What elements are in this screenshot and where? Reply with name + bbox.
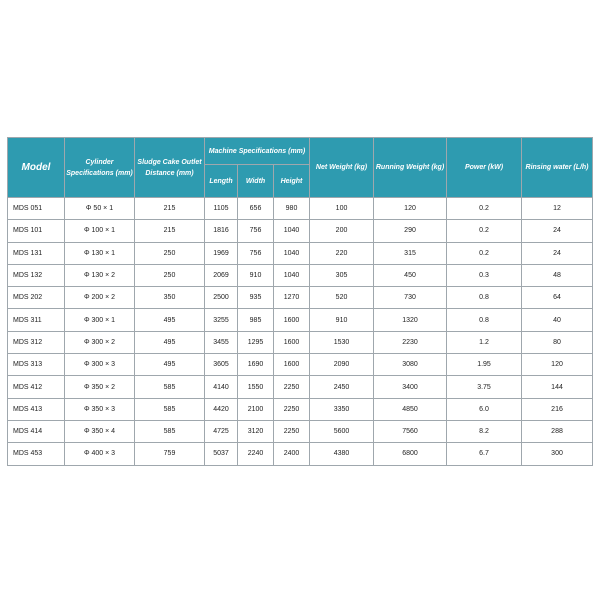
cell-sludge: 250 (135, 264, 205, 286)
cell-model: MDS 412 (8, 376, 65, 398)
cell-net-weight: 2090 (310, 354, 374, 376)
cell-height: 1040 (274, 220, 310, 242)
cell-sludge: 495 (135, 309, 205, 331)
cell-model: MDS 051 (8, 198, 65, 220)
cell-net-weight: 910 (310, 309, 374, 331)
cell-length: 3255 (205, 309, 238, 331)
cell-running-weight: 315 (374, 242, 447, 264)
cell-cylinder: Φ 300 × 3 (65, 354, 135, 376)
cell-model: MDS 202 (8, 287, 65, 309)
cell-rinsing: 80 (522, 331, 593, 353)
cell-net-weight: 200 (310, 220, 374, 242)
cell-running-weight: 4850 (374, 398, 447, 420)
cell-width: 1295 (238, 331, 274, 353)
cell-width: 935 (238, 287, 274, 309)
cell-net-weight: 4380 (310, 443, 374, 465)
table-row (8, 264, 593, 286)
cell-width: 756 (238, 220, 274, 242)
table-row (8, 287, 593, 309)
table-row (8, 331, 593, 353)
cell-width: 1690 (238, 354, 274, 376)
cell-running-weight: 2230 (374, 331, 447, 353)
cell-model: MDS 414 (8, 420, 65, 442)
cell-width: 656 (238, 198, 274, 220)
cell-height: 1270 (274, 287, 310, 309)
cell-running-weight: 6800 (374, 443, 447, 465)
cell-length: 4140 (205, 376, 238, 398)
table-row (8, 420, 593, 442)
cell-net-weight: 100 (310, 198, 374, 220)
cell-net-weight: 305 (310, 264, 374, 286)
header-power: Power (kW) (447, 138, 522, 198)
cell-power: 6.7 (447, 443, 522, 465)
cell-model: MDS 131 (8, 242, 65, 264)
cell-cylinder: Φ 350 × 3 (65, 398, 135, 420)
cell-height: 1040 (274, 242, 310, 264)
cell-sludge: 585 (135, 376, 205, 398)
cell-length: 2069 (205, 264, 238, 286)
cell-power: 8.2 (447, 420, 522, 442)
header-running-weight: Running Weight (kg) (374, 138, 447, 198)
cell-length: 5037 (205, 443, 238, 465)
cell-cylinder: Φ 130 × 2 (65, 264, 135, 286)
cell-height: 2400 (274, 443, 310, 465)
cell-rinsing: 48 (522, 264, 593, 286)
cell-rinsing: 300 (522, 443, 593, 465)
cell-cylinder: Φ 300 × 2 (65, 331, 135, 353)
cell-cylinder: Φ 200 × 2 (65, 287, 135, 309)
table-row (8, 198, 593, 220)
cell-cylinder: Φ 300 × 1 (65, 309, 135, 331)
cell-running-weight: 120 (374, 198, 447, 220)
cell-width: 2100 (238, 398, 274, 420)
cell-power: 3.75 (447, 376, 522, 398)
cell-model: MDS 313 (8, 354, 65, 376)
cell-cylinder: Φ 350 × 2 (65, 376, 135, 398)
cell-running-weight: 3400 (374, 376, 447, 398)
table-row (8, 309, 593, 331)
cell-width: 3120 (238, 420, 274, 442)
table-row (8, 443, 593, 465)
cell-net-weight: 3350 (310, 398, 374, 420)
cell-running-weight: 290 (374, 220, 447, 242)
cell-power: 0.2 (447, 242, 522, 264)
cell-model: MDS 311 (8, 309, 65, 331)
table-row (8, 242, 593, 264)
cell-model: MDS 413 (8, 398, 65, 420)
header-net-weight: Net Weight (kg) (310, 138, 374, 198)
header-machine: Machine Specifications (mm) (205, 138, 310, 165)
cell-height: 1040 (274, 264, 310, 286)
cell-model: MDS 312 (8, 331, 65, 353)
cell-length: 3605 (205, 354, 238, 376)
cell-length: 1816 (205, 220, 238, 242)
cell-model: MDS 453 (8, 443, 65, 465)
cell-width: 985 (238, 309, 274, 331)
cell-height: 1600 (274, 309, 310, 331)
cell-net-weight: 220 (310, 242, 374, 264)
table-row (8, 220, 593, 242)
cell-cylinder: Φ 350 × 4 (65, 420, 135, 442)
cell-cylinder: Φ 50 × 1 (65, 198, 135, 220)
cell-width: 756 (238, 242, 274, 264)
cell-rinsing: 144 (522, 376, 593, 398)
cell-net-weight: 1530 (310, 331, 374, 353)
cell-length: 3455 (205, 331, 238, 353)
cell-power: 1.95 (447, 354, 522, 376)
cell-sludge: 350 (135, 287, 205, 309)
cell-running-weight: 450 (374, 264, 447, 286)
cell-rinsing: 24 (522, 242, 593, 264)
cell-width: 1550 (238, 376, 274, 398)
cell-rinsing: 64 (522, 287, 593, 309)
cell-width: 2240 (238, 443, 274, 465)
cell-height: 1600 (274, 331, 310, 353)
cell-net-weight: 2450 (310, 376, 374, 398)
cell-cylinder: Φ 100 × 1 (65, 220, 135, 242)
cell-running-weight: 1320 (374, 309, 447, 331)
cell-running-weight: 7560 (374, 420, 447, 442)
cell-cylinder: Φ 130 × 1 (65, 242, 135, 264)
header-length: Length (205, 165, 238, 198)
cell-power: 0.2 (447, 198, 522, 220)
cell-rinsing: 120 (522, 354, 593, 376)
cell-power: 0.3 (447, 264, 522, 286)
cell-power: 0.8 (447, 287, 522, 309)
cell-sludge: 215 (135, 198, 205, 220)
cell-length: 1969 (205, 242, 238, 264)
cell-cylinder: Φ 400 × 3 (65, 443, 135, 465)
table-row (8, 354, 593, 376)
header-cylinder: Cylinder Specifications (mm) (65, 138, 135, 198)
header-width: Width (238, 165, 274, 198)
table-row (8, 398, 593, 420)
cell-rinsing: 216 (522, 398, 593, 420)
cell-width: 910 (238, 264, 274, 286)
cell-net-weight: 5600 (310, 420, 374, 442)
cell-power: 0.2 (447, 220, 522, 242)
header-height: Height (274, 165, 310, 198)
cell-running-weight: 3080 (374, 354, 447, 376)
cell-sludge: 250 (135, 242, 205, 264)
cell-length: 1105 (205, 198, 238, 220)
cell-power: 0.8 (447, 309, 522, 331)
cell-running-weight: 730 (374, 287, 447, 309)
cell-height: 980 (274, 198, 310, 220)
header-rinsing: Rinsing water (L/h) (522, 138, 593, 198)
cell-height: 2250 (274, 376, 310, 398)
cell-rinsing: 40 (522, 309, 593, 331)
cell-rinsing: 288 (522, 420, 593, 442)
cell-height: 2250 (274, 420, 310, 442)
cell-length: 4725 (205, 420, 238, 442)
header-model: Model (8, 138, 65, 198)
cell-power: 1.2 (447, 331, 522, 353)
cell-rinsing: 24 (522, 220, 593, 242)
cell-length: 4420 (205, 398, 238, 420)
cell-length: 2500 (205, 287, 238, 309)
cell-sludge: 585 (135, 398, 205, 420)
cell-power: 6.0 (447, 398, 522, 420)
header-sludge: Sludge Cake Outlet Distance (mm) (135, 138, 205, 198)
cell-sludge: 759 (135, 443, 205, 465)
cell-sludge: 495 (135, 354, 205, 376)
cell-height: 1600 (274, 354, 310, 376)
cell-sludge: 495 (135, 331, 205, 353)
spec-table (7, 137, 593, 466)
table-row (8, 376, 593, 398)
cell-sludge: 585 (135, 420, 205, 442)
table-body (8, 198, 593, 466)
cell-net-weight: 520 (310, 287, 374, 309)
table-header (8, 138, 593, 198)
cell-model: MDS 101 (8, 220, 65, 242)
cell-sludge: 215 (135, 220, 205, 242)
cell-model: MDS 132 (8, 264, 65, 286)
cell-height: 2250 (274, 398, 310, 420)
cell-rinsing: 12 (522, 198, 593, 220)
